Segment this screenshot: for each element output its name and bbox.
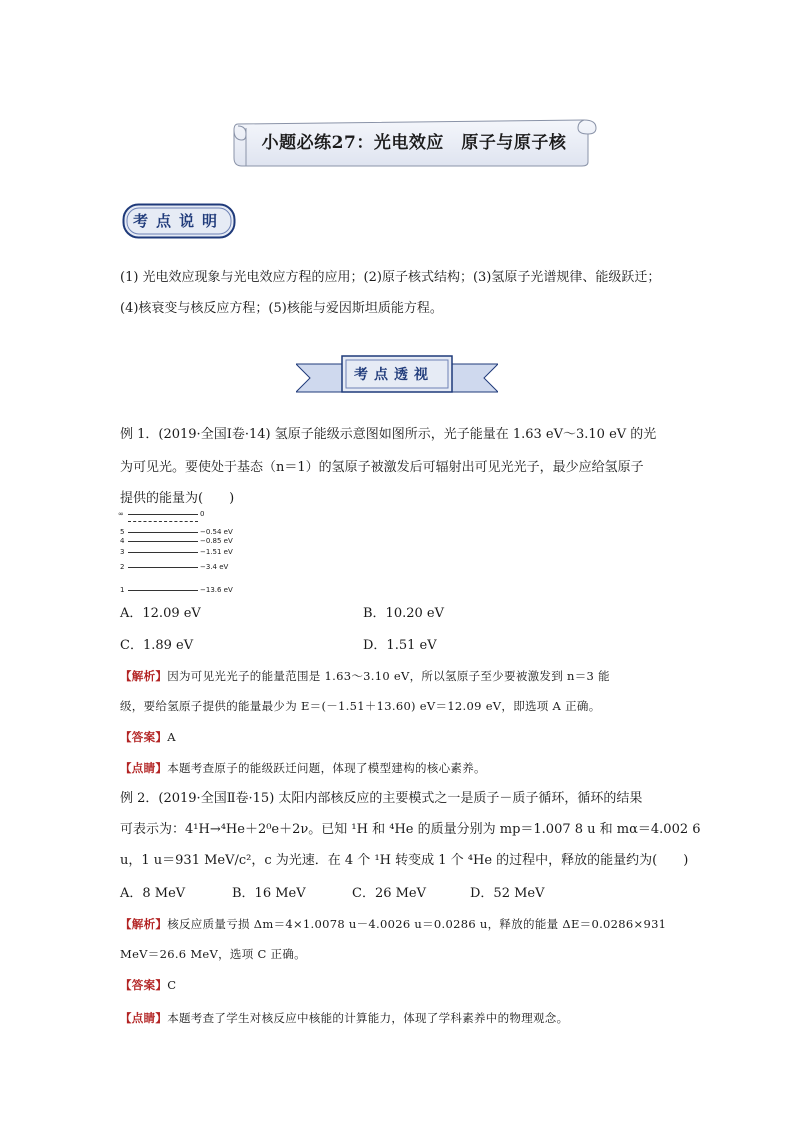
- intro-line-1: (1) 光电效应现象与光电效应方程的应用；(2)原子核式结构；(3)氢原子光谱规律、能级跃迁；: [120, 270, 661, 285]
- level-energy-5: −0.54 eV: [200, 528, 233, 536]
- example2-analysis-2: MeV＝26.6 MeV，选项 C 正确。: [120, 947, 306, 961]
- example1-line-2: 为可见光。要使处于基态（n＝1）的氢原子被激发后可辐射出可见光光子，最少应给氢原子: [120, 460, 644, 475]
- intro-line-2: (4)核衰变与核反应方程；(5)核能与爱因斯坦质能方程。: [120, 301, 443, 316]
- section-badge-label: 考点说明: [132, 212, 225, 230]
- answer-tag: 【答案】: [120, 730, 168, 744]
- answer-value: A: [167, 730, 176, 744]
- example2-line-1: 例 2．(2019·全国Ⅱ卷·15) 太阳内部核反应的主要模式之一是质子－质子循环，循环的结果: [120, 791, 643, 806]
- level-energy-4: −0.85 eV: [200, 537, 233, 545]
- level-n-inf: ∞: [118, 510, 124, 518]
- level-line-inf: [128, 514, 198, 515]
- level-n-1: 1: [120, 586, 125, 594]
- analysis-tag: 【解析】: [120, 669, 168, 683]
- energy-level-diagram: [118, 510, 248, 598]
- comment-text: 本题考查了学生对核反应中核能的计算能力，体现了学科素养中的物理观念。: [167, 1011, 569, 1025]
- example1-answer: [120, 727, 680, 747]
- analysis-tag: 【解析】: [120, 917, 168, 931]
- example1-option-b: B．10.20 eV: [363, 606, 444, 621]
- title-banner: [232, 118, 597, 168]
- example2-option-d: D．52 MeV: [470, 886, 545, 901]
- example2-option-c: C．26 MeV: [352, 886, 427, 901]
- section-badge-explanation: [122, 203, 236, 239]
- section-ribbon-perspective: [296, 352, 498, 398]
- level-energy-inf: 0: [200, 510, 205, 518]
- example1-analysis-2: 级，要给氢原子提供的能量最少为 E＝(－1.51＋13.60) eV＝12.09 eV，即选项 A 正确。: [120, 699, 601, 713]
- level-energy-3: −1.51 eV: [200, 548, 233, 556]
- level-n-4: 4: [120, 537, 125, 545]
- analysis-text: 核反应质量亏损 Δm＝4×1.0078 u－4.0026 u＝0.0286 u，释放的能量 ΔE＝0.0286×931: [167, 917, 667, 931]
- example1-option-c: C．1.89 eV: [120, 638, 194, 653]
- example2-answer: [120, 975, 680, 995]
- comment-tag: 【点睛】: [120, 761, 168, 775]
- section-ribbon-label: 考点透视: [354, 367, 434, 383]
- example2-comment: [120, 1008, 680, 1028]
- example2-line-2: 可表示为：4¹H→⁴He＋2⁰e＋2ν。已知 ¹H 和 ⁴He 的质量分别为 mp＝1.007 8 u 和 mα＝4.002 6: [120, 822, 701, 837]
- example2-analysis-1: [120, 914, 680, 934]
- example1-option-d: D．1.51 eV: [363, 638, 437, 653]
- example2-line-3: u，1 u＝931 MeV/c²，c 为光速．在 4 个 ¹H 转变成 1 个 ⁴He 的过程中，释放的能量约为( ): [120, 853, 689, 868]
- level-line-4: [128, 541, 198, 542]
- level-energy-2: −3.4 eV: [200, 563, 229, 571]
- example2-option-b: B．16 MeV: [232, 886, 306, 901]
- example2-option-a: A．8 MeV: [120, 886, 186, 901]
- page-title: 小题必练27：光电效应 原子与原子核: [261, 133, 567, 153]
- level-n-2: 2: [120, 563, 125, 571]
- level-line-5: [128, 532, 198, 533]
- level-energy-1: −13.6 eV: [200, 586, 233, 594]
- level-n-3: 3: [120, 548, 125, 556]
- analysis-text: 因为可见光光子的能量范围是 1.63～3.10 eV，所以氢原子至少要被激发到 n＝3 能: [167, 669, 610, 683]
- level-line-1: [128, 590, 198, 591]
- level-dash: [128, 521, 198, 522]
- example1-comment: [120, 758, 680, 778]
- answer-value: C: [167, 978, 177, 992]
- example1-option-a: A．12.09 eV: [120, 606, 201, 621]
- answer-tag: 【答案】: [120, 978, 168, 992]
- example1-line-1: 例 1．(2019·全国Ⅰ卷·14) 氢原子能级示意图如图所示，光子能量在 1.63 eV～3.10 eV 的光: [120, 427, 657, 442]
- level-line-3: [128, 552, 198, 553]
- level-n-5: 5: [120, 528, 125, 536]
- level-line-2: [128, 567, 198, 568]
- comment-tag: 【点睛】: [120, 1011, 168, 1025]
- comment-text: 本题考查原子的能级跃迁问题，体现了模型建构的核心素养。: [167, 761, 486, 775]
- example1-analysis-1: [120, 666, 680, 686]
- example1-line-3: 提供的能量为( ): [120, 491, 235, 506]
